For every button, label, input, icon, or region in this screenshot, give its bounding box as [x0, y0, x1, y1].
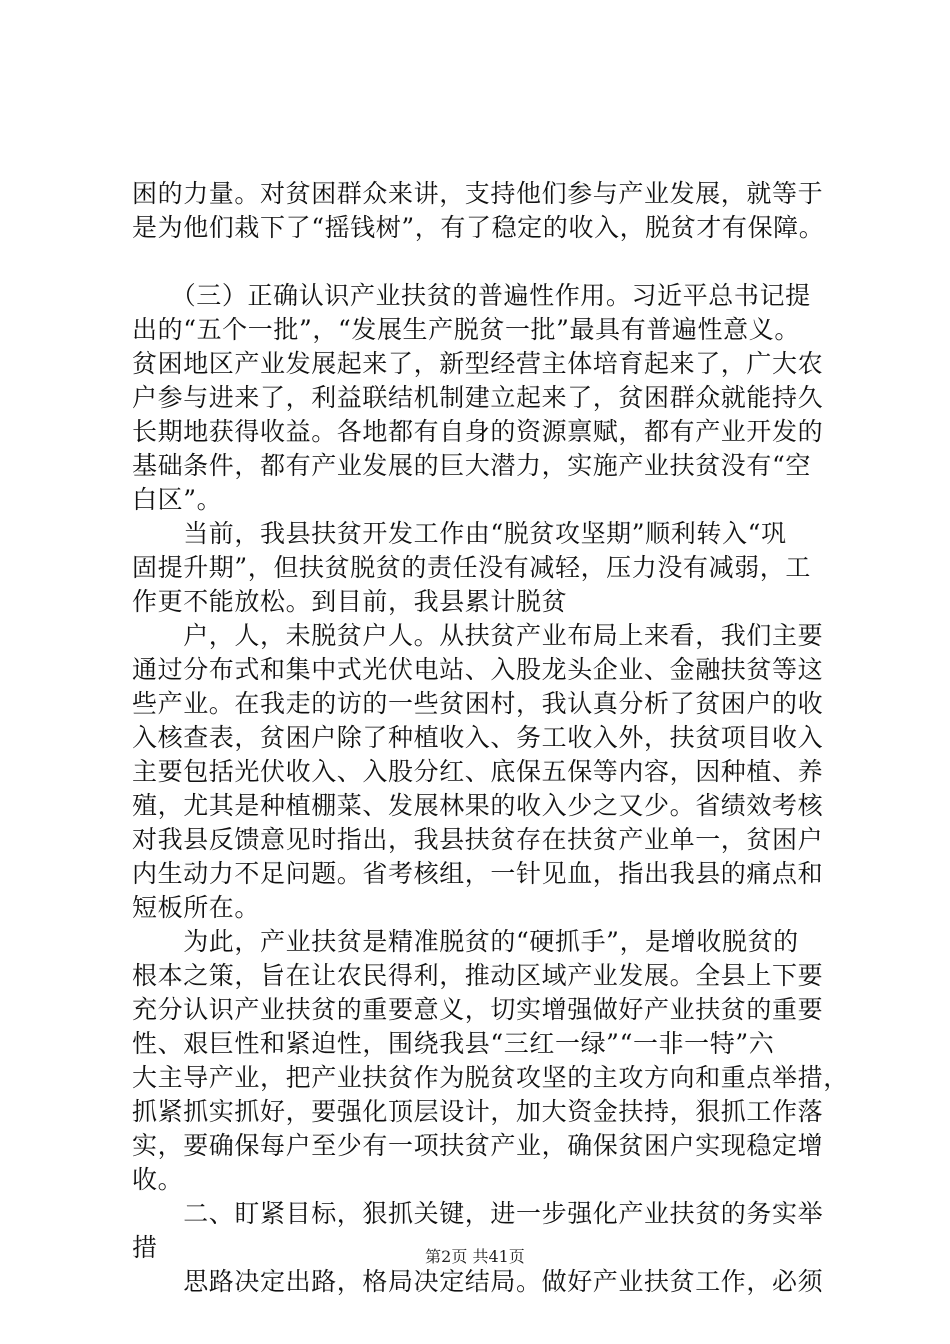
- text-line: 户参与进来了，利益联结机制建立起来了，贫困群众就能持久: [132, 383, 824, 412]
- text-line: 贫困地区产业发展起来了，新型经营主体培育起来了，广大农: [132, 349, 824, 378]
- text-line: 思路决定出路，格局决定结局。做好产业扶贫工作，必须: [132, 1267, 824, 1296]
- text-line: 大主导产业，把产业扶贫作为脱贫攻坚的主攻方向和重点举措，: [132, 1063, 849, 1092]
- text-line: 通过分布式和集中式光伏电站、入股龙头企业、金融扶贫等这: [132, 655, 824, 684]
- text-line: 收。: [132, 1165, 184, 1194]
- text-line: 短板所在。: [132, 893, 261, 922]
- page-number-footer: 第2页 共41页: [425, 1247, 525, 1266]
- text-line: 出的“五个一批”，“发展生产脱贫一批”最具有普遍性意义。: [132, 315, 800, 344]
- text-line: 当前，我县扶贫开发工作由“脱贫攻坚期”顺利转入“巩: [132, 519, 787, 548]
- text-line: 户，人，未脱贫户人。从扶贫产业布局上来看，我们主要: [132, 621, 824, 650]
- text-line: 二、盯紧目标，狠抓关键，进一步强化产业扶贫的务实举: [132, 1199, 824, 1228]
- text-line: 固提升期”，但扶贫脱贫的责任没有减轻，压力没有减弱，工: [132, 553, 811, 582]
- text-line: 措: [132, 1233, 158, 1262]
- text-line: 白区”。: [132, 485, 223, 514]
- text-line: 基础条件，都有产业发展的巨大潜力，实施产业扶贫没有“空: [132, 451, 811, 480]
- text-line: 内生动力不足问题。省考核组，一针见血，指出我县的痛点和: [132, 859, 824, 888]
- text-line: 为此，产业扶贫是精准脱贫的“硬抓手”，是增收脱贫的: [132, 927, 799, 956]
- text-line: 困的力量。对贫困群众来讲，支持他们参与产业发展，就等于: [132, 179, 824, 208]
- text-line: 些产业。在我走的访的一些贫困村，我认真分析了贫困户的收: [132, 689, 824, 718]
- text-line: 对我县反馈意见时指出，我县扶贫存在扶贫产业单一，贫困户: [132, 825, 824, 854]
- text-line: 是为他们栽下了“摇钱树”，有了稳定的收入，脱贫才有保障。: [132, 213, 825, 242]
- text-line: 实，要确保每户至少有一项扶贫产业，确保贫困户实现稳定增: [132, 1131, 824, 1160]
- text-line: 入核查表，贫困户除了种植收入、务工收入外，扶贫项目收入: [132, 723, 824, 752]
- text-line: 性、艰巨性和紧迫性，围绕我县“三红一绿”“一非一特”六: [132, 1029, 775, 1058]
- text-line: 殖，尤其是种植棚菜、发展林果的收入少之又少。省绩效考核: [132, 791, 824, 820]
- text-line: 主要包括光伏收入、入股分红、底保五保等内容，因种植、养: [132, 757, 824, 786]
- text-line: （三）正确认识产业扶贫的普遍性作用。习近平总书记提: [132, 281, 811, 310]
- text-line: 作更不能放松。到目前，我县累计脱贫: [132, 587, 568, 616]
- text-line: 抓紧抓实抓好，要强化顶层设计，加大资金扶持，狠抓工作落: [132, 1097, 824, 1126]
- text-line: 长期地获得收益。各地都有自身的资源禀赋，都有产业开发的: [132, 417, 824, 446]
- text-line: 充分认识产业扶贫的重要意义，切实增强做好产业扶贫的重要: [132, 995, 824, 1024]
- text-line: 根本之策，旨在让农民得利，推动区域产业发展。全县上下要: [132, 961, 824, 990]
